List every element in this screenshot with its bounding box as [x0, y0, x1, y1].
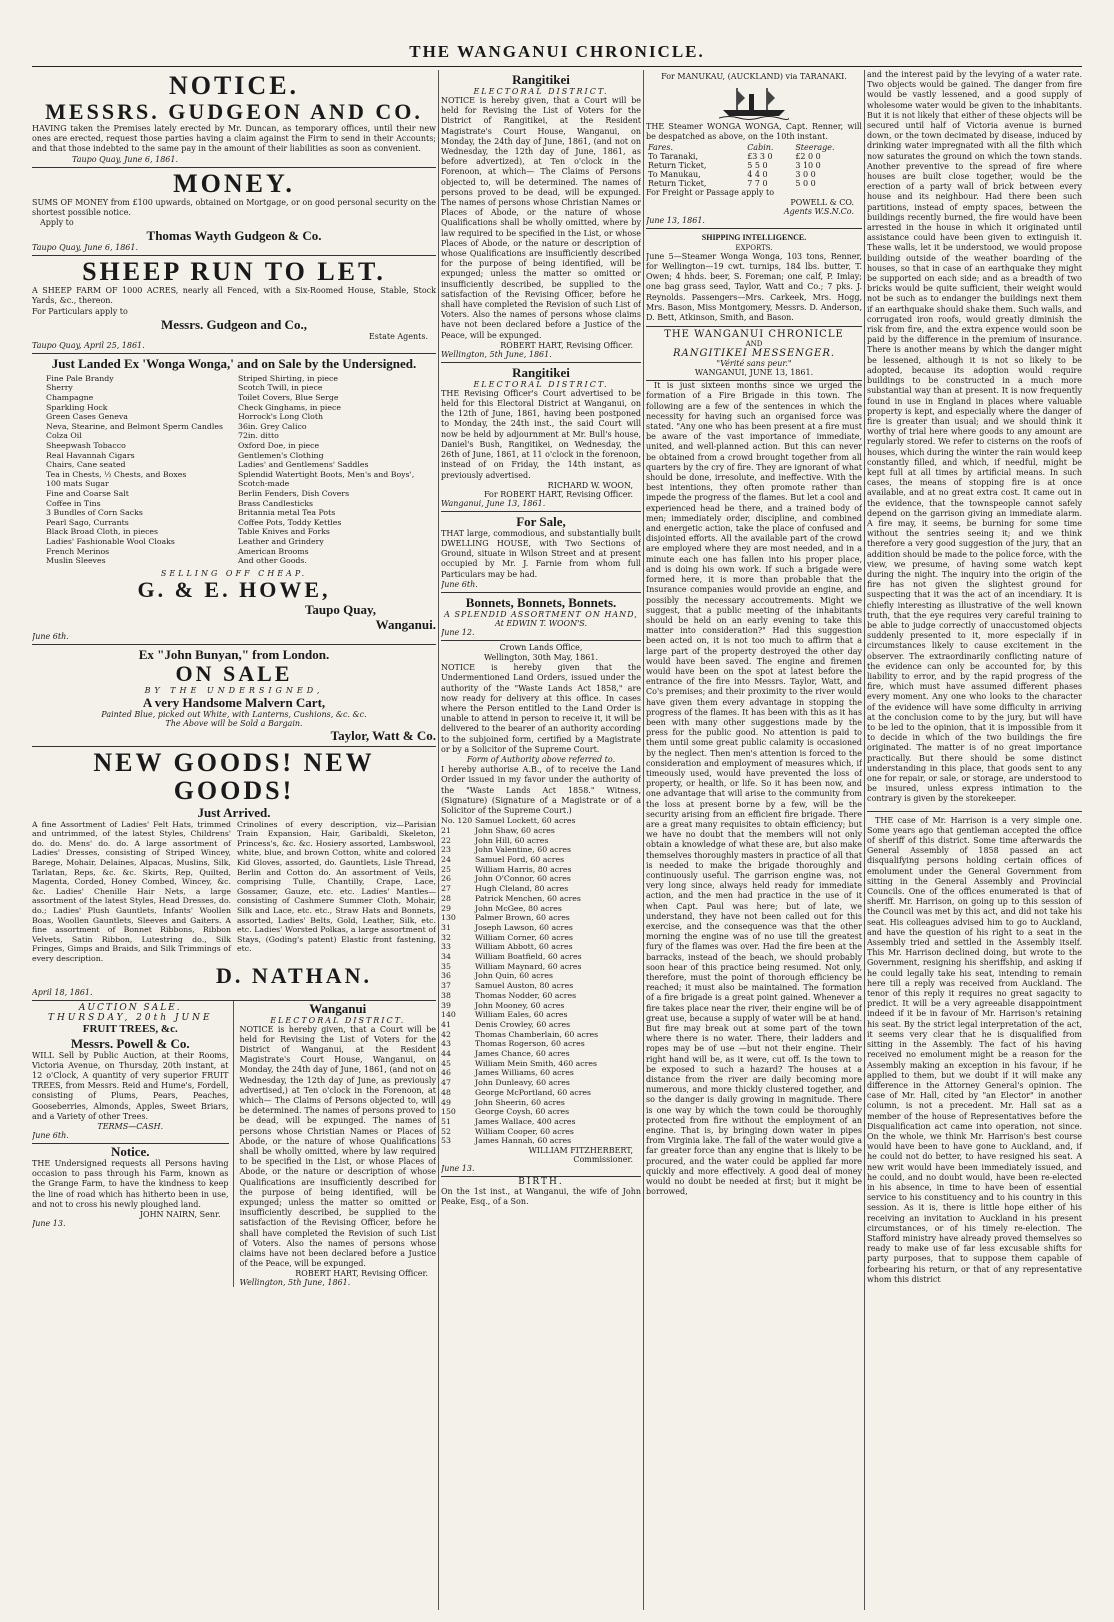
sheep-body: A SHEEP FARM OF 1000 ACRES, nearly all Fenced, with a Six-Roomed House, Stable, Stock Yards, &c., thereon.	[32, 286, 436, 306]
land-order-number: 24	[441, 854, 451, 864]
land-order-holder: William Mein Smith, 460 acres	[475, 1058, 598, 1068]
goods-item: Champagne	[46, 393, 94, 403]
bonnets-ad	[441, 593, 641, 641]
steamer-firm: POWELL & CO.	[790, 197, 854, 207]
goods-item: Coffee Pots, Toddy Kettles	[238, 517, 342, 527]
goods-item: Pearl Sago, Currants	[46, 517, 129, 527]
land-order-number: 28	[441, 893, 451, 903]
goods-item: Berlin Fenders, Dish Covers	[238, 488, 350, 498]
land-order-row	[441, 1127, 641, 1137]
landed-date: June 6th.	[32, 631, 69, 641]
land-order-number: 53	[441, 1136, 451, 1146]
goods-list-left	[46, 374, 230, 566]
goods-item: Muslin Sleeves	[46, 556, 106, 566]
forsale-heading: For Sale,	[516, 513, 566, 529]
editorial-harrison: THE case of Mr. Harrison is a very simple one. Some years ago that gentleman accepted the office of sheriff of this district. Some time afterwards the General Assembly of 1858 passed an act disqualifying persons holding certain offices of emolument under the General Government from sitting in the General Assembly and Provincial Councils. One of the offices enumerated is that of sheriff. Mr. Harrison, on going up to this session of the Council was met by this act, and did not take his seat. His colleagues advised him to go to Auckland, and have the question of his right to a seat in the Assembly tried and settled in the Assembly itself. This Mr. Harrison declined doing, but wrote to the Government, resigning his sheriffship, and asking if he could legally take his seat, intending to remain here till a reply was received from Auckland. The tenor of this reply it requires no great sagacity to predict. It will be a very agreeable disappointment indeed if it be in favour of Mr. Harrison's retaining his seat. By the strict legal interpretation of the act, it seems very clear that he is disqualified from sitting in the Assembly. The fact of his having received no emolument might be a reason for the Assembly making an exception in his favour, if he applied to them, but we doubt if it will make any difference in the Attorney General's opinion. The case of Mr. Hall, cited by "an Elector" in another column, is not a precedent. Mr. Hall sat as a member of the house of Representatives before the Disqualification act came into operation, not since. On the whole, we think Mr. Harrison's best course would have been to have gone to Auckland, and, if he could not do better, to have resigned his seat. A new writ would have been immediately issued, and he could, and no doubt would, have been re-elected in his absence, in time to have been of essential service to his constituency and to his country in this session. As it is, there is little hope either of his receiving an invitation to Auckland in his present circumstances, or of his timely re-election. The Stafford ministry have already proved themselves so ready to make use of far less excusable shifts for party purposes, that to suppose them capable of forbearing his return, or that of any representative whom this district	[867, 815, 1082, 1284]
column-4	[867, 70, 1082, 1610]
nairn-sig: JOHN NAIRN, Senr.	[139, 1210, 221, 1220]
column-2	[441, 70, 641, 1610]
goods-item: Sherry	[46, 383, 73, 393]
column-1	[32, 70, 436, 1610]
new-goods-left: A fine Assortment of Ladies' Felt Hats, trimmed and untrimmed, of the latest Styles, Childrens' do. do. Mens' do. do. A large assortment of Ladies' Dresses, consisting of Striped Wincey, Barege, Mohair, Delaines, Alpacas, Muslins, Silk, Tarlatan, Reps, &c. &c. Skirts, Rep, Quilted, Magenta, Corded, Honey Combed, Wincey, &c. &c. Ladies' Chenille Hair Nets, a large assortment of the latest Styles, Head Dresses, do. do.; Ladies' Plush Gauntlets, Infants' Woollen Boas, Woollen Gauntlets, Sleeves and Gaiters. A fine assortment of Bonnet Ribbons, Ribbon Velvets, Satin Ribbon, Lutestring do., Silk Fringes, Gimps and Braids, and Silk Trimmings of every description.	[32, 819, 231, 964]
birth-heading: BIRTH.	[518, 1177, 564, 1188]
fares-header: Cabin.	[747, 142, 774, 152]
land-order-row	[441, 836, 641, 846]
goods-item: Striped Shirting, in piece	[238, 373, 339, 383]
just-landed-ad	[32, 354, 436, 645]
col1-bottom	[32, 1001, 436, 1288]
auction-firm: Messrs. Powell & Co.	[70, 1035, 190, 1051]
wang-body: NOTICE is hereby given, that a Court will be held for Revising the List of Voters for the District of Wanganui, at the Resident Magistrate's Court House, Wanganui, on Monday, the 24th day of June, 1861, (and not on Wednesday, the 12th day of June, as previously advertised,) at Ten o'clock in the Forenoon, at which— The Claims of Persons objected to, will be determined. The names of persons proved to be dead, will be expunged. The names of persons whose Christian Names or Places of Abode, or the nature of whose Qualifications shall be wholly omitted, where by law required to be specified in the List, or whose Places of Abode, or the nature or description of whose Qualifications are insufficiently described for the purpose of being identified, will be expunged; unless the matter so omitted or insufficiently described, be supplied to the satisfaction of the Revising Officer, before he shall have completed the Revision of such List of Voters. Also the names of persons whose claims have not been declared before a Justice of the Peace, will be expunged.	[239, 1024, 436, 1269]
land-order-holder: Hugh Cleland, 80 acres	[475, 884, 569, 894]
steamer-apply: For Freight or Passage apply to	[646, 187, 775, 197]
land-order-holder: George Coysh, 60 acres	[475, 1107, 570, 1117]
money-firm: Thomas Wayth Gudgeon & Co.	[146, 228, 322, 244]
land-order-holder: William Maynard, 60 acres	[475, 961, 582, 971]
land-order-number: 29	[441, 903, 451, 913]
land-order-holder: Patrick Menchen, 60 acres	[475, 893, 581, 903]
goods-item: Scotch Twill, in piece	[238, 383, 323, 393]
wang-sub: ELECTORAL DISTRICT.	[270, 1015, 406, 1025]
land-order-holder: John Valentine, 60 acres	[475, 845, 572, 855]
land-order-holder: William Eales, 60 acres	[475, 1010, 568, 1020]
land-order-holder: James Williams, 60 acres	[475, 1068, 574, 1078]
land-order-row	[441, 1136, 641, 1146]
goods-item: Fine and Coarse Salt	[46, 488, 129, 498]
r1-body: NOTICE is hereby given, that a Court will be held for Revising the List of Voters for the District of Rangitikei, at the Resident Magistrate's Court House, Wanganui, on Monday, the 24th day of June, 1861, (and not on Wednesday, the 12th day of June, 1861, as before advertized), at Ten o'clock in the Forenoon, at which— The Claims of Persons objected to, will be determined. The names of persons proved to be dead, will be expunged. The names of persons whose Christian Names or Places of Abode, or the nature of whose Qualifications shall be wholly omitted, where by law required to be specified in the List, or whose Places of Abode, or the nature or description of whose Qualifications are insufficiently described for the purpose of being identified, will be expunged; unless the matter so omitted or insufficiently described, be supplied to the satisfaction of the Revising Officer, before he shall have completed the Revision of such List of Voters. Also the names of persons whose claims have not been declared before a Justice of the Peace, will be expunged.	[441, 96, 641, 340]
land-order-holder: Thomas Chamberlain, 60 acres	[475, 1029, 599, 1039]
land-order-number: 26	[441, 874, 451, 884]
land-order-row	[441, 874, 641, 884]
paper-date: WANGANUI, JUNE 13, 1861.	[694, 368, 814, 378]
crown-office: Crown Lands Office,	[499, 642, 583, 652]
r1-date: Wellington, 5th June, 1861.	[441, 349, 552, 359]
top-rule	[32, 66, 1082, 67]
land-order-row	[441, 981, 641, 991]
land-order-holder: John Shaw, 60 acres	[475, 825, 555, 835]
land-order-row	[441, 826, 641, 836]
goods-item: Black Broad Cloth, in pieces	[46, 527, 159, 537]
paper-title-and: AND	[745, 340, 763, 349]
fare-row	[646, 179, 862, 188]
land-order-holder: William Abbott, 60 acres	[475, 942, 573, 952]
goods-item: Check Ginghams, in piece	[238, 402, 342, 412]
editorial-continued: and the interest paid by the levying of a water rate. Two objects would be gained. The danger from fire would be vastly lessened, and a good supply of wholesome water would be given to the inhabitants. But it is not likely that either of these objects will be secured until half of Victoria avenue is burned down, or the town decimated by disease, induced by drinking water impregnated with all the filth which now saturates the ground on which the town stands. Another preventive to the spread of fire where houses are built close together, would be the erection of a party wall of brick between every house and its neighbour. Had there been such partitions, instead of empty spaces, between the buildings recently burned, the fire would have been arrested in the house in which it originated until assistance could have been given to extinguish it. These walls, let it be understood, we would propose building outside of the weather boarding of the houses, so that in case of an earthquake they might be supported on each side; and as a breadth of two bricks would be quite sufficient, their weight would not be such as to endanger the buildings next them if an earthquake should shake them. Such walls, and corrugated iron roofs, would greatly diminish the risk from fire, and the extra expence would soon be paid by the difference in the premium of insurance. There is another means by which the danger might be lessened, although it is not so likely to be adopted, because its adoption would require buildings to be constructed in a much more substantial way than at present. It is now frequently found in use in England in places where valuable property is kept, and especially where the danger of fire is greater than usual; and we should think it worthy of trial here where goods to any amount are regularly stored. We refer to cisterns on the roofs of houses, which during the winter the rain would keep constantly filled, and which, if needful, might be kept full at all times by artificial means. In such cases, the means of stopping fire is at once available, and at no great extra cost. It came out in the evidence, that the townspeople cannot safely depend on the garrison giving an immediate alarm. A fire may, it seems, be burning for some time without the sentries seeing it; and we think therefore a very good suggestion of the jury, that an addition should be made to the police force, with the view, we presume, of having some watch kept during the night. The inquiry into the origin of the fire has not given the slightest ground for suspecting that it was the act of an incendiary. It is chiefly interesting as illustrative of the well known truth, that the eye requires very careful training to be able to judge correctly of unaccustomed objects suddenly presented to it, more especially if in circumstances likely to cause excitement in the observer. The extraordinarily conflicting nature of the evidence can only be accounted for, by this liability to error, and by the rapid progress of the fire, which must have assumed different phases every moment. Any one who looks to the character of the evidence will have some difficulty in arriving at the conclusion come to by the jury, but will have to be led to the opinion, that it is impossible from it to decide in which of the two buildings the fire originated. The matter is of no great importance practically. But there should be some distinct understanding in this place, that goods sent to any one for repair, or sale, or storage, are understood to be insured, unless express intimation to the contrary is given by the storekeeper.	[867, 70, 1082, 812]
rangitikei-notice-2	[441, 363, 641, 512]
money-body: SUMS OF MONEY from £100 upwards, obtained on Mortgage, or on good personal security on the shortest possible notice.	[32, 197, 436, 217]
fare-cell: 7 7 0	[747, 178, 768, 188]
steamer-role: Agents W.S.N.Co.	[783, 206, 854, 216]
goods-item: Neva, Stearine, and Belmont Sperm Candles	[46, 421, 223, 431]
forsale-body: THAT large, commodious, and substantially built DWELLING HOUSE, with Two Sections of Ground, situate in Wilson Street and at present occupied by Mr. J. Farnie from whom full Particulars may be had.	[441, 528, 641, 579]
land-order-holder: Samuel Ford, 60 acres	[475, 854, 565, 864]
fare-cell: To Manukau,	[648, 169, 701, 179]
land-order-row	[441, 991, 641, 1001]
goods-item: Splendid Watertight Boots, Men's and Boys', Scotch-made	[238, 469, 415, 489]
money-apply: Apply to	[40, 218, 74, 228]
auction-date: June 6th.	[32, 1131, 69, 1141]
r2-body: THE Revising Officer's Court advertised to be held for this Electoral District at Wanganui, on the 12th of June, 1861, having been postponed to Monday, the 24th inst., the said Court will now be held by adjournment at Mr. Bull's house, Daniel's Bush, Rangitikei, on Wednesday, the 26th of June, 1861, at 11 o'clock in the forenoon, instead of on Friday, the 14th instant, as previously advertised.	[441, 388, 641, 480]
steamer-date: June 13, 1861.	[646, 215, 705, 225]
land-order-row	[441, 942, 641, 952]
fares-body	[646, 152, 862, 188]
goods-item: Ladies' Fashionable Wool Cloaks	[46, 536, 175, 546]
land-order-row	[441, 1117, 641, 1127]
fare-cell: 3 10 0	[795, 160, 821, 170]
nairn-notice	[32, 1144, 229, 1228]
crown-date: Wellington, 30th May, 1861.	[483, 652, 599, 662]
auction-what: FRUIT TREES, &c.	[82, 1022, 178, 1035]
fare-cell: To Taranaki,	[648, 151, 699, 161]
sheep-run-ad	[32, 256, 436, 354]
land-order-row	[441, 962, 641, 972]
land-order-row	[441, 923, 641, 933]
fares-header: Steerage.	[795, 142, 835, 152]
fares-header-row	[646, 143, 862, 152]
bunyan-firm: Taylor, Watt & Co.	[330, 727, 436, 743]
editorial-fire-brigade: It is just sixteen months since we urged the formation of a Fire Brigade in this town. The following are a few of the sentences in which the necessity for having such an organised force was stated. "Any one who has been present at a fire must be aware of the vast importance of immediate, united, and well-planned action. But this can never be obtained from a crowd brought together from all quarters by the cry of fire. They are ignorant of what should be done, irresolute, and ineffective. With the best intentions, they often promote rather than impede the progress of the flames. But let a cool and experienced head be there, and a trained body of men; immediately order, discipline, and combined and energetic action, take the place of confused and disjointed efforts. All the available part of the crowd are employed where they are most needed, and in a minute each one has fallen into his proper place, and is doing his own work. If such a brigade were formed here, it is more than probable that the Insurance companies would provide an engine, and possibly the necessary accoutrements. Might we suggest, that a public meeting of the inhabitants should be held on an early evening to take this matter into consideration?" Had this suggestion been acted on, it is not too much to affirm that a large part of the property destroyed the other day would have been saved. The engine and firemen would have been on the spot at latest before the entrance of the fire into Messrs. Taylor, Watt, and Co's premises; and their proximity to the river would have given them every advantage in stopping the progress of the flames. It has been with this as it has been with many other suggestions made by the press for the public good. No attention is paid to them until some great public calamity is occasioned by the neglect. Then men's attention is forced to the consideration and employment of measures which, if timeously used, would have prevented the loss of property, or health, or life. So it has been now, and one advantage that will arise to the community from the loss at present borne by a few, will be the security arising from an efficient fire brigade. There are a great many requisites to obtain efficiency; but we have no doubt that the members will not only obtain a knowledge of what these are, but also make themselves thoroughly masters in practice of all that is needed to make the brigade thoroughly and continuously useful. The garrison engine was, not very long since, always held ready for immediate action, and the men had practice in the use of it when Capt. Paul was here; but of late, we understand, they have not been called out for this exercise, and the consequence was that the other morning the engine was of no use till the greatest fury of the flames was over. Had the fire been at the barracks, instead of the beach, we should probably soon hear of this practice being resumed. Not only, therefore, must the point of thorough efficiency be reached; it must also be maintained. The formation of a fire brigade is a great point gained. Whenever a fire takes place near the river, their engine will be of great use, because a supply of water will be at hand. But fire may break out at some part of the town where there is no water. There, their ladders and ropes may be of use —but not their engine. Their right hand will be, as it were, cut off. Is the town to be exposed to such a hazard? The houses at a distance from the river are daily becoming more numerous, and more thickly clustered together, and so the danger is daily growing in magnitude. There is one way by which the town could be thoroughly protected from fire without the employment of an engine. That is, by bringing down water in pipes from Virginia lake. The fall of the water would give a far greater force than any engine that is likely to be procured, and the water could be applied far more quickly and more effectively. A good deal of money would no doubt be needed at first; but it might be borrowed,	[646, 381, 862, 1197]
shipping-intelligence	[646, 229, 862, 327]
fares-table	[646, 143, 862, 188]
auction-heading: AUCTION SALE.	[78, 1002, 182, 1013]
land-order-number: 52	[441, 1126, 451, 1136]
land-orders-list	[441, 816, 641, 1146]
fare-cell: £2 0 0	[795, 151, 821, 161]
crown-lands-notice	[441, 641, 641, 1177]
selling-off: SELLING OFF CHEAP.	[160, 568, 308, 578]
land-order-row	[441, 1059, 641, 1069]
goods-item: Green Cases Geneva	[46, 412, 128, 422]
goods-item: 3 Bundles of Corn Sacks	[46, 508, 143, 518]
column-rule	[438, 70, 439, 1610]
auction-ad	[32, 1001, 229, 1144]
land-order-number: 43	[441, 1039, 451, 1049]
land-order-holder: Thomas Nodder, 60 acres	[475, 990, 577, 1000]
cart-item: A very Handsome Malvern Cart,	[142, 694, 326, 710]
goods-item: Sheepwash Tobacco	[46, 440, 126, 450]
nairn-heading: Notice.	[110, 1144, 150, 1160]
goods-item: Leather and Grindery	[238, 536, 324, 546]
notice-gudgeon	[32, 70, 436, 168]
fare-row	[646, 152, 862, 161]
fare-row	[646, 170, 862, 179]
land-order-row	[441, 816, 641, 826]
fare-cell: 3 0 0	[795, 169, 816, 179]
r1-sub: ELECTORAL DISTRICT.	[473, 87, 609, 96]
new-goods-ad	[32, 747, 436, 1001]
fare-cell: £3 3 0	[747, 151, 773, 161]
land-order-number: 48	[441, 1087, 451, 1097]
masthead: THE WANGANUI CHRONICLE.	[409, 42, 705, 61]
paper-title-block	[646, 327, 862, 381]
by-undersigned: BY THE UNDERSIGNED,	[144, 685, 324, 695]
new-goods-date: April 18, 1861.	[32, 987, 93, 997]
land-order-number: 38	[441, 990, 451, 1000]
birth-body: On the 1st inst., at Wanganui, the wife of John Peake, Esq., of a Son.	[441, 1187, 641, 1207]
land-order-row	[441, 845, 641, 855]
land-order-number: 27	[441, 884, 451, 894]
land-order-holder: John McGee, 80 acres	[475, 903, 562, 913]
fare-cell: 5 0 0	[795, 178, 816, 188]
paper-title-1: THE WANGANUI CHRONICLE	[664, 329, 844, 341]
steamship-icon	[719, 84, 789, 120]
land-order-row	[441, 1107, 641, 1117]
wang-heading: Wanganui	[309, 1000, 367, 1016]
goods-item: Table Knives and Forks	[238, 527, 330, 537]
land-order-number: 25	[441, 864, 451, 874]
shipping-body: June 5—Steamer Wonga Wonga, 103 tons, Renner, for Wellington—19 cwt. turnips, 184 lbs. butter, T. Owen; 4 hhds. beer, S. Foreman; one calf, P. Imlay; one bag grass seed, Taylor, Watt and Co.; 7 pks. J. Reynolds. Passengers—Mrs. Carkeek, Mrs. Hogg, Mrs. Bason, Miss Montgomery, Messrs. D. Anderson, D. Bett, Atkinson, Smith, and Bason.	[646, 251, 862, 323]
auction-when: THURSDAY, 20th JUNE	[47, 1012, 213, 1023]
land-order-holder: Samuel Auston, 80 acres	[475, 981, 574, 991]
land-order-row	[441, 884, 641, 894]
r2-heading: Rangitikei	[512, 364, 570, 380]
notice-date: Taupo Quay, June 6, 1861.	[72, 154, 179, 164]
land-order-row	[441, 1010, 641, 1020]
land-order-row	[441, 904, 641, 914]
land-order-number: 39	[441, 1000, 451, 1010]
goods-lists	[32, 371, 436, 569]
land-order-row	[441, 952, 641, 962]
goods-item: Oxford Doe, in piece	[238, 440, 320, 450]
bonnets-body: A SPLENDID ASSORTMENT ON HAND,	[444, 609, 638, 619]
goods-item: Gentlemen's Clothing	[238, 450, 324, 460]
sheep-apply: For Particulars apply to	[32, 306, 128, 316]
goods-item: French Merinos	[46, 546, 110, 556]
land-order-row	[441, 1088, 641, 1098]
land-order-holder: William Cooper, 60 acres	[475, 1126, 574, 1136]
just-arrived: Just Arrived.	[197, 804, 271, 820]
land-order-holder: William Harris, 80 acres	[475, 864, 572, 874]
goods-item: Toilet Covers, Blue Serge	[238, 393, 339, 403]
r1-sig: ROBERT HART, Revising Officer.	[500, 340, 633, 350]
money-ad	[32, 168, 436, 257]
crown-date2: June 13.	[441, 1164, 475, 1174]
fare-cell: Return Ticket,	[648, 178, 707, 188]
goods-item: Colza Oil	[46, 431, 82, 441]
howe-firm: G. & E. HOWE,	[137, 576, 331, 602]
land-order-holder: William Boatfield, 60 acres	[475, 952, 582, 962]
goods-item: And other Goods.	[238, 556, 307, 566]
paper-motto: "Vérité sans peur."	[716, 359, 792, 369]
goods-item: Britannia metal Tea Pots	[238, 508, 336, 518]
crown-sig1: WILLIAM FITZHERBERT,	[528, 1146, 633, 1156]
land-order-number: 36	[441, 971, 451, 981]
land-order-row	[441, 1001, 641, 1011]
land-order-number: 41	[441, 1019, 451, 1029]
land-order-number: 47	[441, 1078, 451, 1088]
bonnets-at: At EDWIN T. WOON'S.	[494, 618, 588, 628]
column-3	[646, 70, 862, 1610]
col1-bottom-left	[32, 1001, 234, 1288]
wang-sig: ROBERT HART, Revising Officer.	[295, 1269, 428, 1279]
goods-item: 72in. ditto	[238, 431, 279, 441]
land-order-number: 130	[441, 913, 456, 923]
goods-item: Tea in Chests, ½ Chests, and Boxes	[46, 469, 187, 479]
land-order-row	[441, 933, 641, 943]
land-order-holder: John Hill, 60 acres	[475, 835, 549, 845]
cart-desc: Painted Blue, picked out White, with Lanterns, Cushions, &c. &c.	[101, 709, 367, 719]
crown-sig2: Commissioner.	[573, 1155, 633, 1165]
bonnets-date: June 12.	[441, 627, 475, 637]
land-order-holder: Denis Crowley, 60 acres	[475, 1019, 571, 1029]
fare-row	[646, 161, 862, 170]
land-order-number: 51	[441, 1116, 451, 1126]
howe-addr2: Wanganui.	[375, 616, 436, 632]
fares-header: Fares.	[648, 142, 673, 152]
auction-body: WILL Sell by Public Auction, at their Rooms, Victoria Avenue, on Thursday, 20th instant, at 12 o'Clock, A quantity of very superior FRUIT TREES, from Messrs. Reid and Hume's, Fordell, consisting of Plums, Pears, Peaches, Gooseberries, Almonds, Apples, Sweet Briars, and a Variety of other Trees.	[32, 1050, 229, 1121]
sheep-role: Estate Agents.	[368, 331, 428, 341]
shipping-heading: SHIPPING INTELLIGENCE.	[701, 232, 807, 242]
r2-sig1: RICHARD W. WOON,	[547, 480, 633, 490]
sheep-heading: SHEEP RUN TO LET.	[82, 257, 386, 287]
land-order-holder: Palmer Brown, 60 acres	[475, 913, 570, 923]
land-order-number: 44	[441, 1049, 451, 1059]
column-rule	[643, 70, 644, 1610]
land-order-row	[441, 913, 641, 923]
birth-notice	[441, 1177, 641, 1207]
land-order-number: 35	[441, 961, 451, 971]
land-order-holder: John Sheerin, 60 acres	[475, 1097, 565, 1107]
goods-item: Horrock's Long Cloth	[238, 412, 324, 422]
land-order-row	[441, 855, 641, 865]
land-order-row	[441, 1039, 641, 1049]
land-order-holder: Joseph Lawson, 60 acres	[475, 922, 573, 932]
goods-item: Chairs, Cane seated	[46, 460, 126, 470]
r2-sig2: For ROBERT HART, Revising Officer.	[483, 489, 633, 499]
paper-title-2: RANGITIKEI MESSENGER.	[672, 348, 836, 360]
goods-item: Sparkling Hock	[46, 402, 108, 412]
sheep-firm: Messrs. Gudgeon and Co.,	[161, 316, 307, 332]
land-order-row	[441, 1030, 641, 1040]
new-goods-right: Crinolines of every description, viz—Parisian Train Expansion, Hair, Garibaldi, Skeleton, Princess's, &c. &c. Hosiery assorted, Lambswool, white, blue, and brown Cotton, white and colored Kid Gloves, assorted, do. Gauntlets, Lisle Thread, Berlin and Cotton do. An assortment of Veils, comprising Tulle, Chantilly, Crape, Lace, Gossamer, Gauze, etc. etc. Ladies' Mantles—consisting of Cashmere Summer Cloth, Mohair, Silk and Lace, etc. etc., Straw Hats and Bonnets, assorted, Ladies' Belts, Gold, Leather, Silk, etc. etc. Ladies' Worsted Polkas, a large assortment of Stays, (Goding's patent) Elastic front fastening, etc.	[237, 819, 436, 954]
goods-list-right	[238, 374, 422, 566]
land-order-number: 33	[441, 942, 451, 952]
goods-item: Brass Candlesticks	[238, 498, 314, 508]
nathan-firm: D. NATHAN.	[215, 962, 373, 988]
land-order-holder: George McPortland, 60 acres	[475, 1087, 592, 1097]
steamer-heading: For MANUKAU, (AUCKLAND) via TARANAKI.	[661, 72, 847, 81]
for-sale-ad	[441, 512, 641, 593]
exports-heading: EXPORTS.	[735, 243, 773, 252]
land-order-row	[441, 1049, 641, 1059]
auction-terms: TERMS—CASH.	[97, 1122, 164, 1132]
land-order-holder: John Dunleavy, 60 acres	[475, 1078, 570, 1088]
money-date: Taupo Quay, June 6, 1861.	[32, 243, 139, 253]
forsale-date: June 6th.	[441, 579, 478, 589]
howe-addr1: Taupo Quay,	[304, 601, 376, 617]
land-order-row	[441, 894, 641, 904]
crown-form-heading: Form of Authority above referred to.	[466, 754, 616, 764]
goods-item: 100 mats Sugar	[46, 479, 109, 489]
r2-date: Wanganui, June 13, 1861.	[441, 498, 546, 508]
land-order-row	[441, 971, 641, 981]
john-bunyan-ad	[32, 645, 436, 747]
landed-heading: Just Landed Ex 'Wonga Wonga,' and on Sale by the Undersigned.	[51, 355, 417, 371]
land-order-row	[441, 1098, 641, 1108]
goods-item: Ladies' and Gentlemens' Saddles	[238, 460, 369, 470]
goods-item: Coffee in Tins	[46, 498, 101, 508]
fare-cell: Return Ticket,	[648, 160, 707, 170]
new-goods-heading: NEW GOODS! NEW GOODS!	[93, 747, 375, 805]
land-order-number: 46	[441, 1068, 451, 1078]
land-order-number: 32	[441, 932, 451, 942]
r2-sub: ELECTORAL DISTRICT.	[473, 379, 609, 389]
notice-heading: NOTICE.	[168, 71, 300, 100]
new-goods-lists	[32, 820, 436, 964]
money-heading: MONEY.	[173, 168, 295, 198]
land-order-number: 34	[441, 952, 451, 962]
bonnets-heading: Bonnets, Bonnets, Bonnets.	[465, 594, 617, 610]
land-order-holder: James Hannah, 60 acres	[475, 1136, 572, 1146]
crown-body: NOTICE is hereby given that the Undermentioned Land Orders, issued under the authority of the "Waste Lands Act 1858," are now ready for delivery at this office. In cases where the Person entitled to the Land Order is unable to attend in person to receive it, it will be delivered to the bearer of an authority according to the subjoined form, certified by a Magistrate or by a Solicitor of the Supreme Court.	[441, 663, 641, 754]
wang-date: Wellington, 5th June, 1861.	[239, 1278, 351, 1288]
r1-heading: Rangitikei	[512, 72, 570, 87]
land-order-holder: James Wallace, 400 acres	[475, 1116, 576, 1126]
rangitikei-notice-1	[441, 70, 641, 363]
land-order-number: 140	[441, 1010, 456, 1020]
land-order-row	[441, 1068, 641, 1078]
nairn-body: THE Undersigned requests all Persons having occasion to pass through his Farm, known as the Grange Farm, to have the kindness to keep the line of road which has hitherto been in use, and not to cross his newly ploughed land.	[32, 1159, 229, 1209]
land-order-row	[441, 865, 641, 875]
steamer-body: THE Steamer WONGA WONGA, Capt. Renner, will be despatched as above, on the 10th instant.	[646, 122, 862, 142]
sheep-date: Taupo Quay, April 25, 1861.	[32, 340, 145, 350]
on-sale-heading: ON SALE	[175, 660, 293, 686]
land-order-number: 31	[441, 922, 451, 932]
land-order-number: 45	[441, 1058, 451, 1068]
land-order-number: 49	[441, 1097, 451, 1107]
goods-item: 36in. Grey Calico	[238, 421, 307, 431]
land-order-number: 23	[441, 845, 451, 855]
land-order-row	[441, 1078, 641, 1088]
land-order-holder: Samuel Lockett, 60 acres	[475, 816, 576, 826]
bunyan-heading: Ex "John Bunyan," from London.	[138, 646, 330, 662]
land-order-number: 150	[441, 1107, 456, 1117]
land-order-holder: John Mooney, 60 acres	[475, 1000, 565, 1010]
goods-item: Fine Pale Brandy	[46, 373, 114, 383]
land-order-holder: Thomas Rogerson, 60 acres	[475, 1039, 585, 1049]
goods-item: Real Havannah Cigars	[46, 450, 135, 460]
land-order-number: 21	[441, 825, 451, 835]
land-order-number: 22	[441, 835, 451, 845]
fare-cell: 4 4 0	[747, 169, 768, 179]
column-rule	[864, 70, 865, 1610]
land-order-row	[441, 1020, 641, 1030]
nairn-date: June 13.	[32, 1219, 66, 1229]
notice-body: HAVING taken the Premises lately erected by Mr. Duncan, as temporary offices, until their new ones are erected, request those parties having a claim against the Firm to send in their Accounts; and that those indebted to the same pay in the amount of their liabilities as soon as convenient.	[32, 124, 436, 154]
firm-name: MESSRS. GUDGEON AND CO.	[45, 99, 423, 124]
goods-item: American Brooms	[238, 546, 309, 556]
land-order-holder: John Quin, 60 acres	[475, 971, 553, 981]
fare-cell: 5 5 0	[747, 160, 768, 170]
steamer-ad	[646, 70, 862, 229]
land-order-holder: John O'Connor, 60 acres	[475, 874, 571, 884]
land-order-holder: James Chance, 60 acres	[475, 1049, 570, 1059]
land-order-number: 42	[441, 1029, 451, 1039]
land-order-holder: William Corner, 60 acres	[475, 932, 573, 942]
land-order-number: 37	[441, 981, 451, 991]
wanganui-electoral	[240, 1001, 437, 1288]
crown-form: I hereby authorise A.B., of to receive the Land Order issued in my favor under the authority of the "Waste Lands Act 1858." Witness, (Signature) (Signature of a Magistrate or of a Solicitor of the Supreme Court.)	[441, 765, 641, 815]
cart-desc2: The Above will be Sold a Bargain.	[165, 718, 303, 728]
land-order-number: No. 120	[441, 816, 473, 826]
